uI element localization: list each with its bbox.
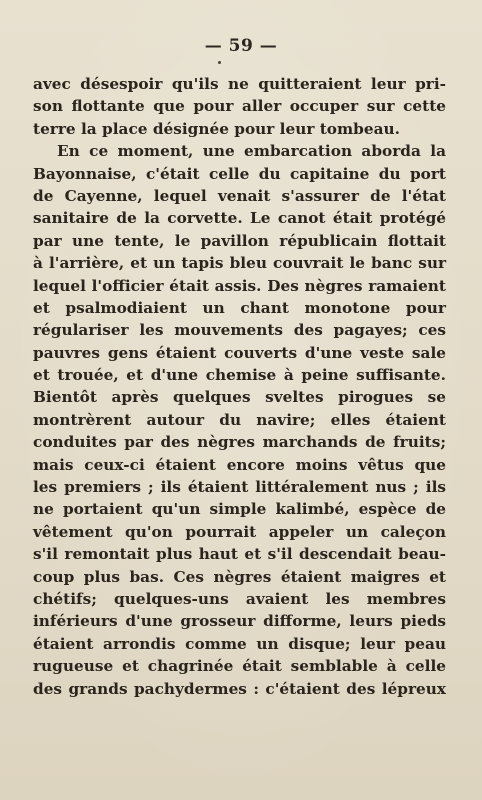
text-line: rugueuse et chagrinée était semblable à celle — [33, 657, 446, 676]
text-line: mais ceux-ci étaient encore moins vêtus que — [33, 455, 446, 474]
text-line: son flottante que pour aller occuper sur cette — [33, 97, 446, 116]
text-line: coup plus bas. Ces nègres étaient maigres et — [33, 567, 446, 586]
text-line: Bientôt après quelques sveltes pirogues se — [33, 388, 446, 407]
text-line: terre la place désignée pour leur tombeau. — [33, 119, 400, 138]
paragraph-first-line: En ce moment, une embarcation aborda la — [57, 142, 446, 161]
text-line: régulariser les mouvements des pagayes; ces — [33, 321, 446, 340]
page-number: — 59 — — [204, 36, 278, 56]
text-line: inférieurs d'une grosseur difforme, leurs pieds — [33, 612, 446, 631]
text-line: étaient arrondis comme un disque; leur peau — [33, 634, 446, 653]
text-line: et psalmodiaient un chant monotone pour — [33, 298, 446, 317]
text-line: montrèrent autour du navire; elles étaient — [33, 410, 446, 429]
text-line: lequel l'officier était assis. Des nègres ramaient — [33, 276, 446, 295]
text-line: et trouée, et d'une chemise à peine suffisante. — [33, 366, 446, 385]
text-line: sanitaire de la corvette. Le canot était protégé — [33, 209, 446, 228]
print-speck — [218, 61, 221, 64]
text-line: à l'arrière, et un tapis bleu couvrait le banc sur — [33, 254, 446, 273]
text-line: ne portaient qu'un simple kalimbé, espèce de — [33, 500, 446, 519]
text-line: chétifs; quelques-uns avaient les membres — [33, 589, 446, 608]
text-line: conduites par des nègres marchands de fruits; — [33, 433, 446, 452]
text-line: s'il remontait plus haut et s'il descendait beau- — [33, 545, 446, 564]
text-line: Bayonnaise, c'était celle du capitaine du port — [33, 164, 446, 183]
text-line: avec désespoir qu'ils ne quitteraient leur pri- — [33, 75, 446, 93]
text-line: par une tente, le pavillon républicain flottait — [33, 231, 446, 250]
text-line: pauvres gens étaient couverts d'une veste sale — [33, 343, 446, 362]
text-line: de Cayenne, lequel venait s'assurer de l'état — [33, 186, 446, 205]
text-line: des grands pachydermes : c'étaient des lépreux — [33, 679, 446, 698]
body-text — [33, 73, 446, 700]
text-line: vêtement qu'on pourrait appeler un caleçon — [33, 522, 446, 541]
text-line: les premiers ; ils étaient littéralement nus ; ils — [33, 478, 446, 497]
